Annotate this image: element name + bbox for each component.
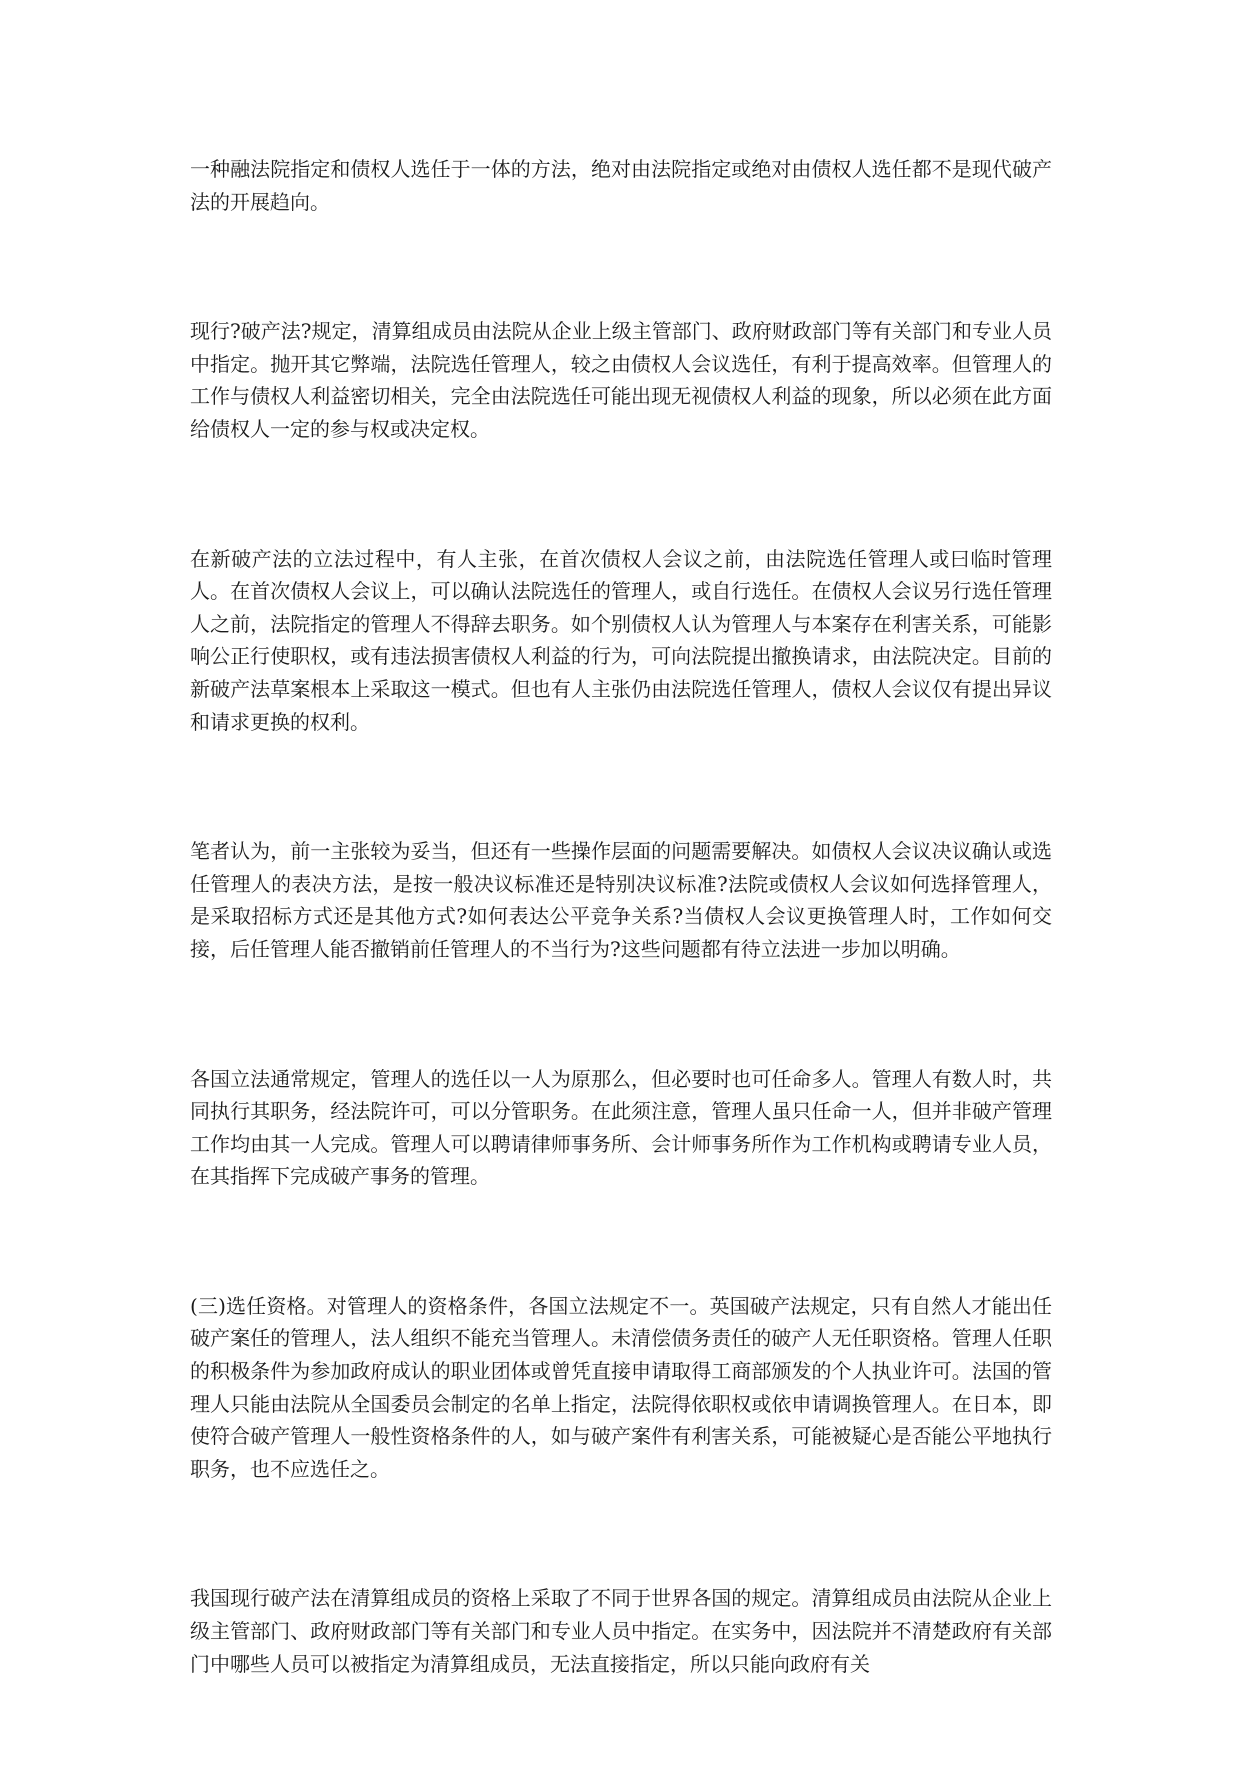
paragraph-3: 在新破产法的立法过程中，有人主张，在首次债权人会议之前，由法院选任管理人或曰临时管理人。在首次债权人会议上，可以确认法院选任的管理人，或自行选任。在债权人会议另行选任管理人之前，法院指定的管理人不得辞去职务。如个别债权人认为管理人与本案存在利害关系，可能影响公正行使职权，或有违法损害债权人利益的行为，可向法院提出撤换请求，由法院决定。目前的新破产法草案根本上采取这一模式。但也有人主张仍由法院选任管理人，债权人会议仅有提出异议和请求更换的权利。 (190, 546, 1052, 734)
document-body (190, 153, 1052, 1777)
paragraph-4: 笔者认为，前一主张较为妥当，但还有一些操作层面的问题需要解决。如债权人会议决议确认或选任管理人的表决方法，是按一般决议标准还是特别决议标准?法院或债权人会议如何选择管理人，是采取招标方式还是其他方式?如何表达公平竞争关系?当债权人会议更换管理人时，工作如何交接，后任管理人能否撤销前任管理人的不当行为?这些问题都有待立法进一步加以明确。 (190, 839, 1052, 961)
paragraph-6: (三)选任资格。对管理人的资格条件，各国立法规定不一。英国破产法规定，只有自然人才能出任破产案任的管理人，法人组织不能充当管理人。未清偿债务责任的破产人无任职资格。管理人任职的积极条件为参加政府成认的职业团体或曾凭直接申请取得工商部颁发的个人执业许可。法国的管理人只能由法院从全国委员会制定的名单上指定，法院得依职权或依申请调换管理人。在日本，即使符合破产管理人一般性资格条件的人，如与破产案件有利害关系，可能被疑心是否能公平地执行职务，也不应选任之。 (190, 1293, 1052, 1481)
paragraph-5: 各国立法通常规定，管理人的选任以一人为原那么，但必要时也可任命多人。管理人有数人时，共同执行其职务，经法院许可，可以分管职务。在此须注意，管理人虽只任命一人，但并非破产管理工作均由其一人完成。管理人可以聘请律师事务所、会计师事务所作为工作机构或聘请专业人员，在其指挥下完成破产事务的管理。 (190, 1066, 1052, 1189)
paragraph-2: 现行?破产法?规定，清算组成员由法院从企业上级主管部门、政府财政部门等有关部门和专业人员中指定。抛开其它弊端，法院选任管理人，较之由债权人会议选任，有利于提高效率。但管理人的工作与债权人利益密切相关，完全由法院选任可能出现无视债权人利益的现象，所以必须在此方面给债权人一定的参与权或决定权。 (190, 319, 1052, 441)
paragraph-7: 我国现行破产法在清算组成员的资格上采取了不同于世界各国的规定。清算组成员由法院从企业上级主管部门、政府财政部门等有关部门和专业人员中指定。在实务中，因法院并不清楚政府有关部门中哪些人员可以被指定为清算组成员，无法直接指定，所以只能向政府有关 (190, 1586, 1052, 1676)
paragraph-1: 一种融法院指定和债权人选任于一体的方法，绝对由法院指定或绝对由债权人选任都不是现代破产法的开展趋向。 (190, 157, 1052, 214)
